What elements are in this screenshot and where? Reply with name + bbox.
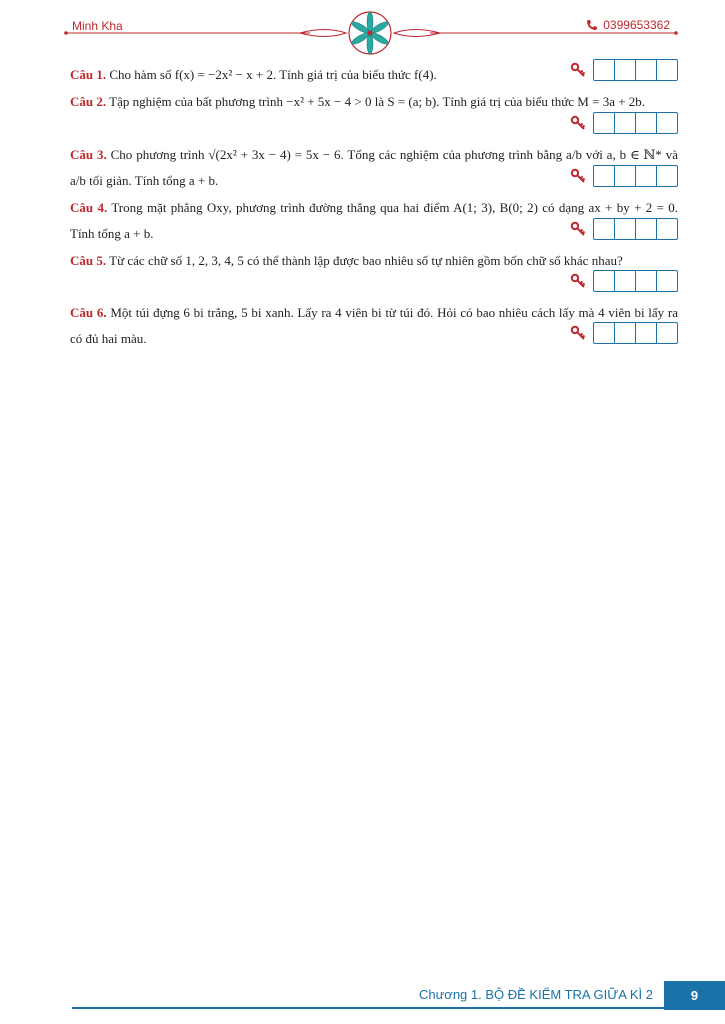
- key-icon: [570, 325, 586, 341]
- answer-digit[interactable]: [615, 60, 636, 80]
- answer-digit[interactable]: [594, 113, 615, 133]
- answer-digit-boxes[interactable]: [593, 270, 678, 292]
- key-icon: [570, 221, 586, 237]
- answer-digit[interactable]: [657, 323, 677, 343]
- question-label: Câu 5.: [70, 253, 107, 268]
- answer-digit[interactable]: [636, 271, 657, 291]
- question-text: Từ các chữ số 1, 2, 3, 4, 5 có thể thành lập được bao nhiêu số tự nhiên gồm bốn chữ số khác nhau?: [109, 253, 623, 268]
- answer-box-5: [570, 270, 678, 292]
- answer-digit[interactable]: [657, 219, 677, 239]
- question-label: Câu 2.: [70, 94, 107, 109]
- phone-number: 0399653362: [603, 18, 670, 32]
- header-phone: [585, 18, 670, 32]
- answer-digit-boxes[interactable]: [593, 322, 678, 344]
- key-icon: [570, 273, 586, 289]
- answer-digit[interactable]: [594, 219, 615, 239]
- question-label: Câu 6.: [70, 305, 107, 320]
- answer-digit[interactable]: [636, 323, 657, 343]
- question-text: Tập nghiệm của bất phương trình −x² + 5x − 4 > 0 là S = (a; b). Tính giá trị của biểu thức M = 3a + 2b.: [109, 94, 646, 109]
- answer-digit-boxes[interactable]: [593, 112, 678, 134]
- answer-box-6: [570, 322, 678, 344]
- answer-digit[interactable]: [615, 271, 636, 291]
- question-text: Trong mặt phẳng Oxy, phương trình đường thẳng qua hai điểm A(1; 3), B(0; 2) có dạng ax + by + 2 = 0. Tính tổng a + b.: [70, 200, 679, 241]
- answer-digit[interactable]: [594, 271, 615, 291]
- answer-digit[interactable]: [615, 323, 636, 343]
- answer-box-1: [570, 59, 678, 81]
- answer-digit[interactable]: [636, 60, 657, 80]
- page-number: 9: [664, 981, 725, 1010]
- key-icon: [570, 62, 586, 78]
- answer-digit[interactable]: [594, 166, 615, 186]
- question-text: Cho hàm số f(x) = −2x² − x + 2. Tính giá trị của biểu thức f(4).: [109, 67, 437, 82]
- answer-box-3: [570, 165, 678, 187]
- answer-digit[interactable]: [657, 113, 677, 133]
- answer-digit[interactable]: [594, 323, 615, 343]
- answer-box-4: [570, 218, 678, 240]
- answer-digit-boxes[interactable]: [593, 218, 678, 240]
- phone-icon: [585, 19, 599, 31]
- footer-divider: [72, 1007, 664, 1009]
- answer-digit[interactable]: [615, 113, 636, 133]
- answer-box-2: [570, 112, 678, 134]
- key-icon: [570, 115, 586, 131]
- key-icon: [570, 168, 586, 184]
- answer-digit[interactable]: [657, 60, 677, 80]
- question-label: Câu 3.: [70, 147, 107, 162]
- answer-digit[interactable]: [615, 166, 636, 186]
- question-text: Một túi đựng 6 bi trắng, 5 bi xanh. Lấy ra 4 viên bi từ túi đó. Hỏi có bao nhiêu cách lấy mà 4 viên bi lấy ra có đủ hai màu.: [70, 305, 678, 346]
- answer-digit[interactable]: [657, 166, 677, 186]
- answer-digit[interactable]: [636, 219, 657, 239]
- question-label: Câu 1.: [70, 67, 107, 82]
- answer-digit[interactable]: [615, 219, 636, 239]
- question-text: Cho phương trình √(2x² + 3x − 4) = 5x − 6. Tổng các nghiệm của phương trình bằng a/b với a, b ∈ ℕ* và a/b tối giản. Tính tổng a + b.: [70, 147, 678, 188]
- header-author: Minh Kha: [72, 19, 123, 33]
- answer-digit-boxes[interactable]: [593, 165, 678, 187]
- flower-ornament-icon: [349, 12, 391, 54]
- answer-digit[interactable]: [636, 166, 657, 186]
- question-label: Câu 4.: [70, 200, 108, 215]
- answer-digit[interactable]: [657, 271, 677, 291]
- answer-digit[interactable]: [594, 60, 615, 80]
- answer-digit-boxes[interactable]: [593, 59, 678, 81]
- answer-digit[interactable]: [636, 113, 657, 133]
- footer-chapter-title: Chương 1. BỘ ĐỀ KIỂM TRA GIỮA KÌ 2: [418, 987, 653, 1002]
